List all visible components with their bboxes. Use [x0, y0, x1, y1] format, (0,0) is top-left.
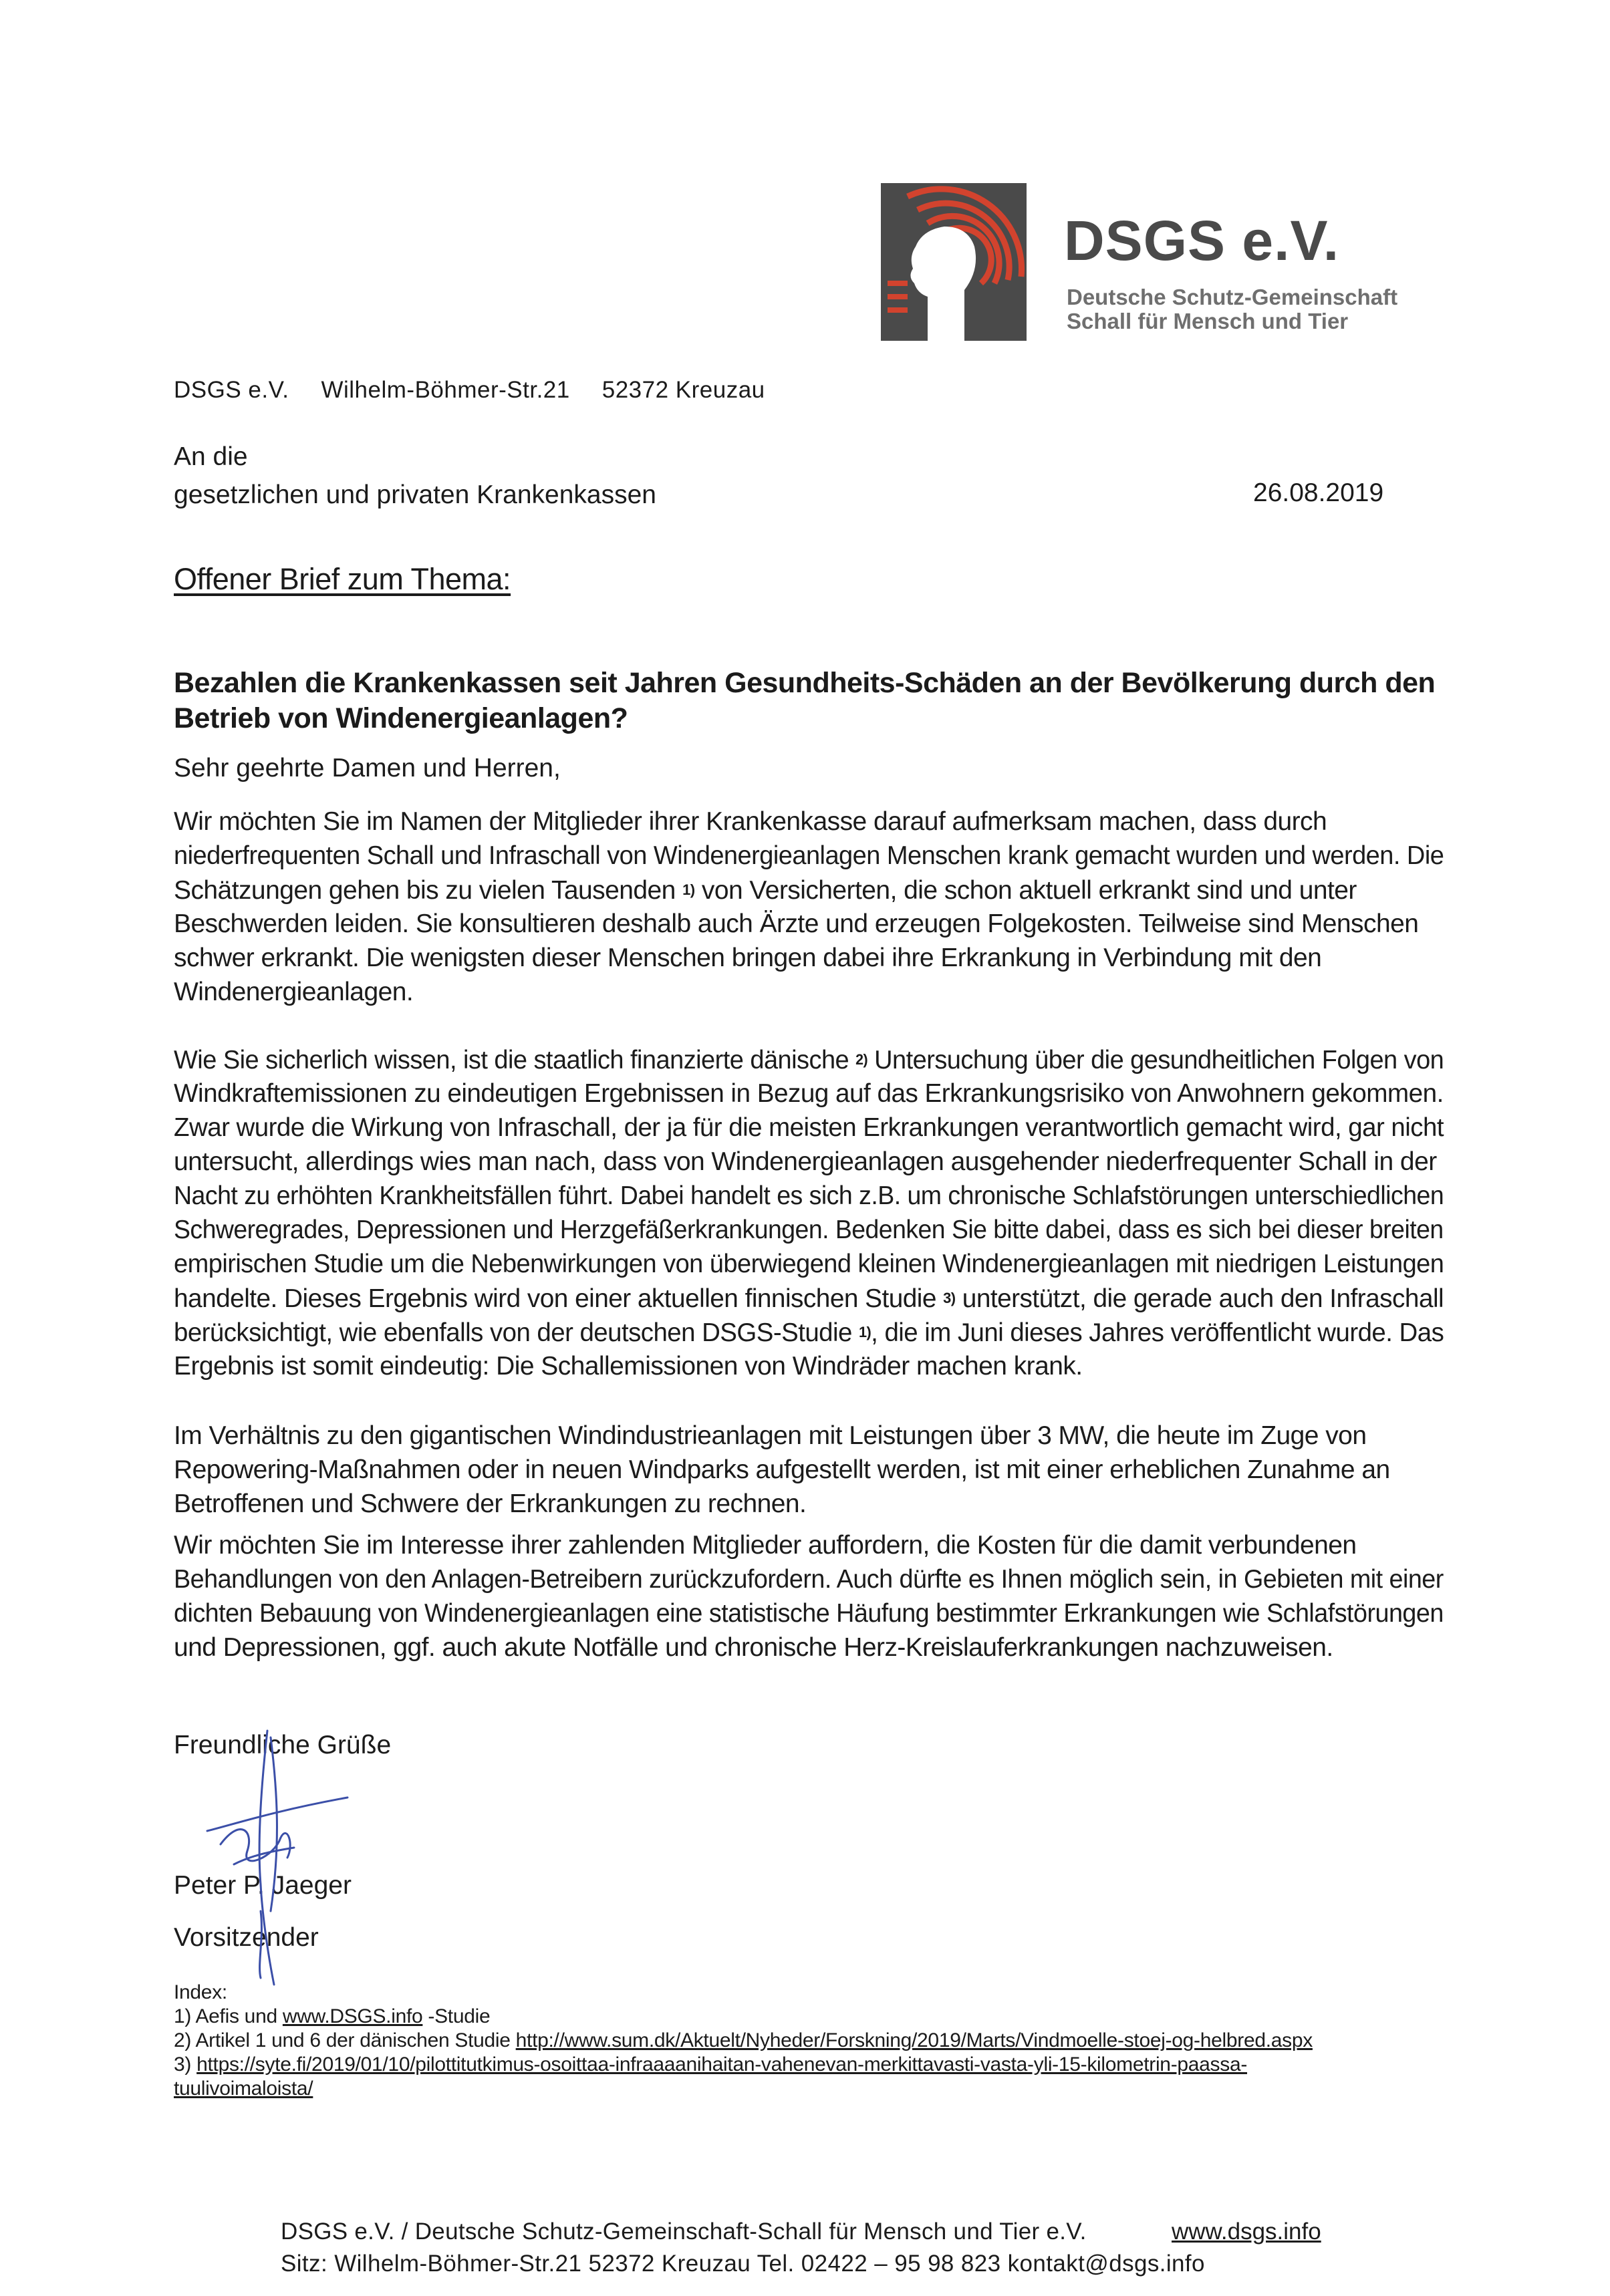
- paragraph-line: Beschwerden leiden. Sie konsultieren deshalb auch Ärzte und erzeugen Folgekosten. Teilweise sind Menschen: [174, 909, 1419, 938]
- recipient-line1: An die: [174, 442, 248, 471]
- letter-headline: Bezahlen die Krankenkassen seit Jahren Gesundheits-Schäden an der Bevölkerung durch den Betrieb von Windenergieanlagen?: [174, 667, 1436, 734]
- closing-greeting: Freundliche Grüße: [174, 1731, 392, 1759]
- recipient-block: [174, 444, 656, 520]
- paragraph-line: untersucht, allerdings wies man nach, dass von Windenergieanlagen ausgehender niederfrequenter Schall in der: [174, 1147, 1437, 1176]
- paragraph-line: Schweregrades, Depressionen und Herzgefäßerkrankungen. Bedenken Sie bitte dabei, dass es sich bei dieser breiten: [174, 1215, 1444, 1244]
- index-link-3-cont[interactable]: tuulivoimaloista/: [174, 2077, 313, 2100]
- paragraph-line: Wir möchten Sie im Interesse ihrer zahlenden Mitglieder auffordern, die Kosten für die damit verbundenen: [174, 1531, 1357, 1560]
- index-section: [174, 1981, 1313, 2101]
- index-item-2: 2) Artikel 1 und 6 der dänischen Studie http://www.sum.dk/Aktuelt/Nyheder/Forskning/2019/Marts/Vindmoelle-stoej-og-helbred.aspx: [174, 2029, 1313, 2051]
- paragraph-4: [174, 1528, 1444, 1665]
- index-title: Index:: [174, 1981, 227, 2003]
- paragraph-line: Zwar wurde die Wirkung von Infraschall, der ja für die meisten Erkrankungen verantwortlich gemacht wird, gar nicht: [174, 1113, 1444, 1142]
- footer-website-link[interactable]: www.dsgs.info: [1172, 2218, 1321, 2245]
- paragraph-line: niederfrequenten Schall und Infraschall von Windenergieanlagen Menschen krank gemacht wurden und werden. Die: [174, 841, 1444, 870]
- index-link-3[interactable]: https://syte.fi/2019/01/10/pilottitutkimus-osoittaa-infraaaanihaitan-vahenevan-merkittavasti-vasta-yli-15-kilometrin-paassa-: [196, 2053, 1248, 2075]
- paragraph-line: Nacht zu erhöhten Krankheitsfällen führt. Dabei handelt es sich z.B. um chronische Schlafstörungen unterschiedlichen: [174, 1181, 1444, 1210]
- salutation: Sehr geehrte Damen und Herren,: [174, 754, 561, 782]
- footnote-ref: 3): [943, 1290, 956, 1306]
- footnote-ref: 2): [855, 1051, 868, 1068]
- subject-heading: Offener Brief zum Thema:: [174, 562, 511, 596]
- recipient-line2: gesetzlichen und privaten Krankenkassen: [174, 480, 656, 509]
- signer-role: Vorsitzender: [174, 1923, 319, 1952]
- paragraph-2: [174, 1042, 1444, 1383]
- paragraph-line: Repowering-Maßnahmen oder in neuen Windparks aufgestellt werden, ist mit einer erheblichen Zunahme an: [174, 1455, 1390, 1484]
- paragraph-line: Windkraftemissionen zu eindeutigen Ergebnissen in Bezug auf das Erkrankungsrisiko von Anwohnern gekommen.: [174, 1079, 1444, 1108]
- paragraph-line: Windenergieanlagen.: [174, 978, 414, 1006]
- paragraph-line: und Depressionen, ggf. auch akute Notfälle und chronische Herz-Kreislauferkrankungen nachzuweisen.: [174, 1633, 1333, 1662]
- sender-city: 52372 Kreuzau: [601, 377, 765, 403]
- index-link-2[interactable]: http://www.sum.dk/Aktuelt/Nyheder/Forskning/2019/Marts/Vindmoelle-stoej-og-helbred.aspx: [515, 2029, 1313, 2051]
- paragraph-line: Behandlungen von den Anlagen-Betreibern zurückzufordern. Auch dürfte es Ihnen möglich sein, in Gebieten mit einer: [174, 1565, 1444, 1594]
- paragraph-1: [174, 805, 1444, 1009]
- signer-name: Peter P. Jaeger: [174, 1871, 352, 1900]
- paragraph-line: empirischen Studie um die Nebenwirkungen von überwiegend kleinen Windenergieanlagen mit niedrigen Leistungen: [174, 1250, 1444, 1278]
- index-item-3-cont: [174, 2077, 1313, 2101]
- sender-org: DSGS e.V.: [174, 377, 289, 403]
- footer-org-line: DSGS e.V. / Deutsche Schutz-Gemeinschaft-Schall für Mensch und Tier e.V.: [281, 2218, 1087, 2245]
- paragraph-line: Ergebnis ist somit eindeutig: Die Schallemissionen von Windräder machen krank.: [174, 1352, 1083, 1381]
- logo-subtitle-line2: Schall für Mensch und Tier: [1067, 309, 1349, 333]
- paragraph-line: dichten Bebauung von Windenergieanlagen eine statistische Häufung bestimmter Erkrankungen wie Schlafstörungen: [174, 1599, 1444, 1628]
- paragraph-line: Schätzungen gehen bis zu vielen Tausenden $^{1)}$ von Versicherten, die schon aktuell erkrankt sind und unter: [174, 876, 1357, 905]
- footnote-ref: 1): [858, 1324, 871, 1340]
- paragraph-line: schwer erkrankt. Die wenigsten dieser Menschen bringen dabei ihre Erkrankung in Verbindung mit den: [174, 944, 1322, 972]
- paragraph-line: Wie Sie sicherlich wissen, ist die staatlich finanzierte dänische $^{2)}$ Untersuchung über die gesundheitlichen Folgen von: [174, 1046, 1444, 1074]
- letter-date: 26.08.2019: [1253, 478, 1384, 507]
- index-item-3: 3) https://syte.fi/2019/01/10/pilottitutkimus-osoittaa-infraaaanihaitan-vahenevan-merkittavasti-vasta-yli-15-kilometrin-paassa-: [174, 2053, 1248, 2075]
- index-link-1[interactable]: www.DSGS.info: [282, 2005, 423, 2027]
- logo-subtitle-line1: Deutsche Schutz-Gemeinschaft: [1067, 285, 1398, 309]
- handwritten-signature: [194, 1711, 354, 1991]
- logo-title: DSGS e.V.: [1064, 209, 1340, 272]
- paragraph-line: handelte. Dieses Ergebnis wird von einer aktuellen finnischen Studie $^{3)}$ unterstützt, die gerade auch den Infraschall: [174, 1284, 1444, 1313]
- index-item-1: 1) Aefis und www.DSGS.info -Studie: [174, 2005, 491, 2027]
- paragraph-line: Betroffenen und Schwere der Erkrankungen zu rechnen.: [174, 1489, 807, 1518]
- sender-address-line: [174, 378, 797, 402]
- sender-street: Wilhelm-Böhmer-Str.21: [321, 377, 570, 403]
- footer-contact-line: Sitz: Wilhelm-Böhmer-Str.21 52372 Kreuzau Tel. 02422 – 95 98 823 kontakt@dsgs.info: [281, 2251, 1205, 2277]
- paragraph-line: Wir möchten Sie im Namen der Mitglieder ihrer Krankenkasse darauf aufmerksam machen, dass durch: [174, 807, 1327, 836]
- paragraph-line: Im Verhältnis zu den gigantischen Windindustrieanlagen mit Leistungen über 3 MW, die heute im Zuge von: [174, 1421, 1367, 1450]
- paragraph-3: [174, 1419, 1437, 1521]
- paragraph-line: berücksichtigt, wie ebenfalls von der deutschen DSGS-Studie $^{1)}$, die im Juni dieses Jahres veröffentlicht wurde. Das: [174, 1318, 1444, 1347]
- dsgs-logo-icon: [881, 183, 1027, 341]
- footnote-ref: 1): [682, 881, 695, 898]
